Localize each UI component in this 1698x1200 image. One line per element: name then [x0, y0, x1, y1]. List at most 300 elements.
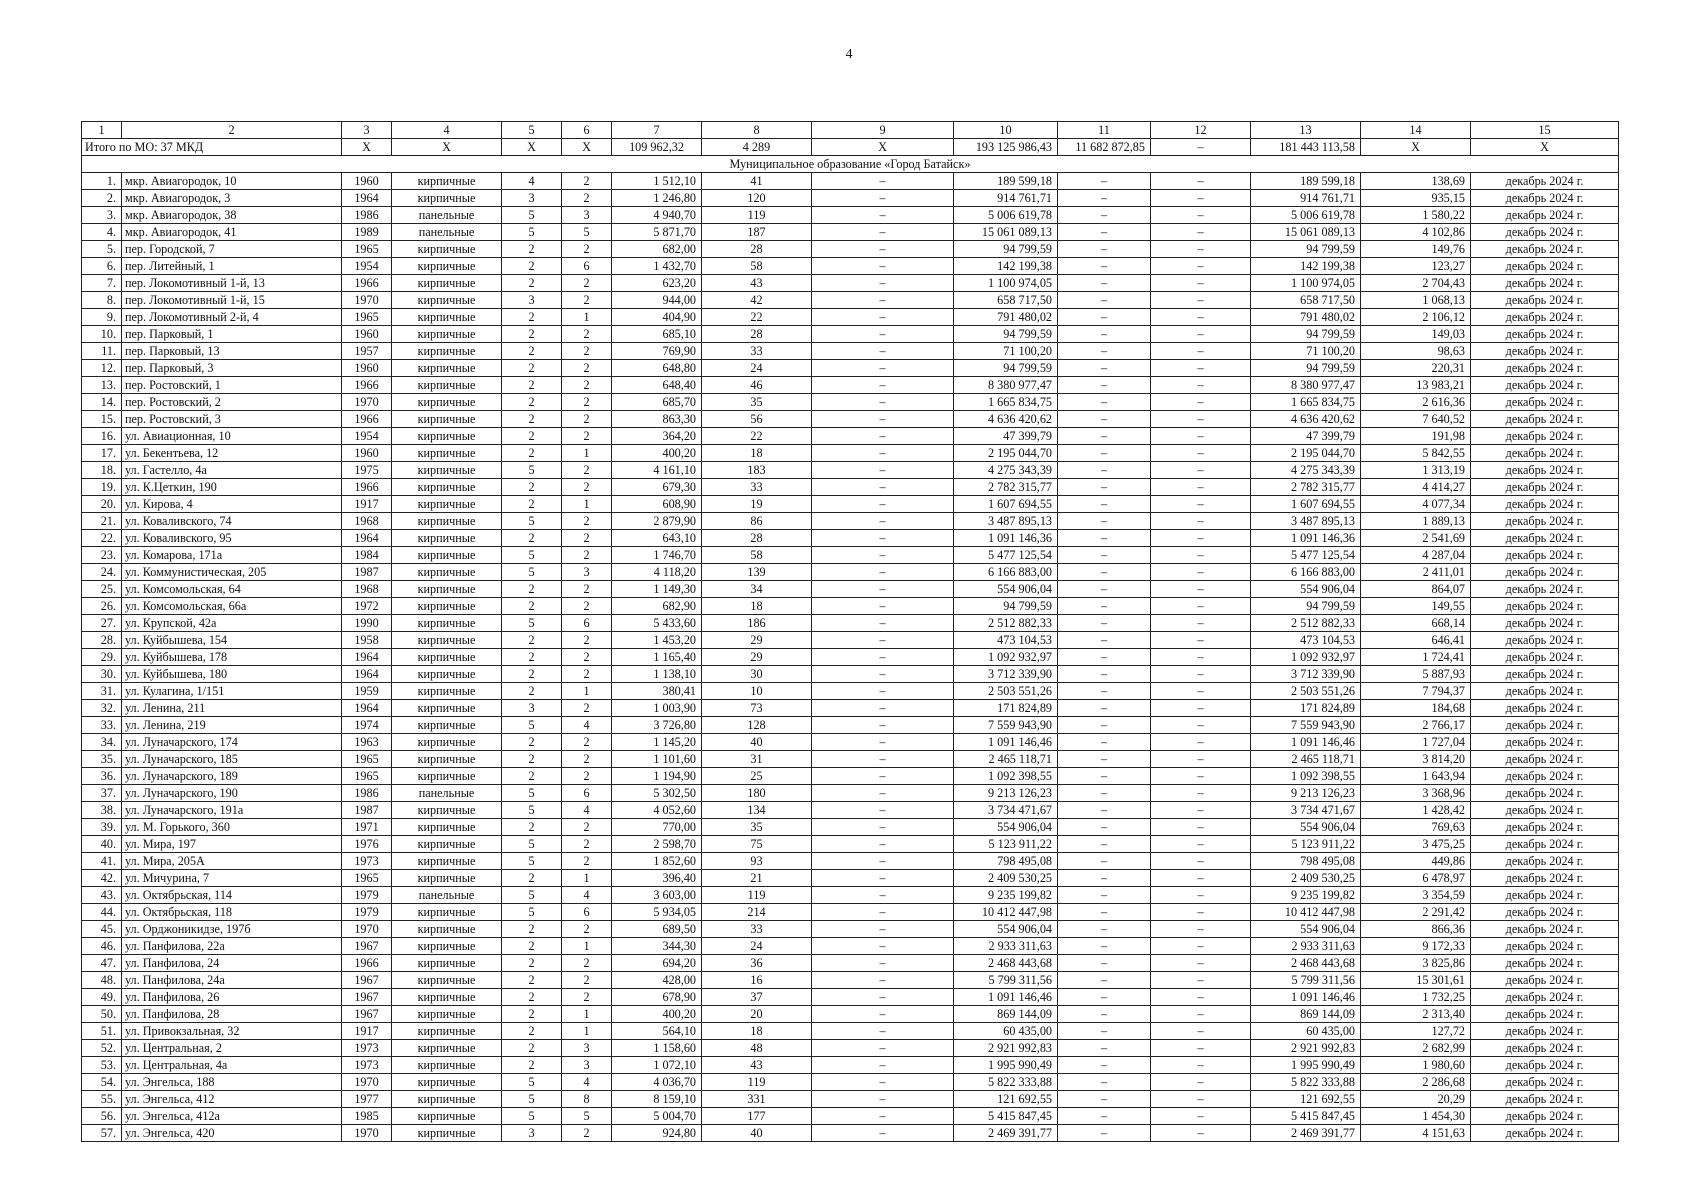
row-number: 24.	[82, 564, 122, 581]
floors: 2	[502, 921, 562, 938]
row-number: 21.	[82, 513, 122, 530]
dash-cell: –	[812, 411, 954, 428]
dash-cell: –	[1058, 343, 1151, 360]
wall-material: кирпичные	[392, 955, 502, 972]
residents: 36	[702, 955, 812, 972]
floors: 3	[502, 292, 562, 309]
unit-cost: 4 102,86	[1361, 224, 1471, 241]
repair-cost-other: 2 782 315,77	[1251, 479, 1361, 496]
address: ул. Комсомольская, 64	[122, 581, 342, 598]
address: ул. Мичурина, 7	[122, 870, 342, 887]
completion-term: декабрь 2024 г.	[1471, 513, 1619, 530]
dash-cell: –	[812, 819, 954, 836]
entrances: 2	[562, 428, 612, 445]
address: ул. Панфилова, 22а	[122, 938, 342, 955]
repair-cost-other: 1 995 990,49	[1251, 1057, 1361, 1074]
repair-cost-other: 1 091 146,46	[1251, 989, 1361, 1006]
dash-cell: –	[812, 683, 954, 700]
row-number: 55.	[82, 1091, 122, 1108]
total-area: 643,10	[612, 530, 702, 547]
entrances: 3	[562, 1040, 612, 1057]
table-row	[82, 360, 1619, 377]
dash-cell: –	[1058, 241, 1151, 258]
residents: 119	[702, 207, 812, 224]
table-row	[82, 649, 1619, 666]
unit-cost: 3 814,20	[1361, 751, 1471, 768]
wall-material: кирпичные	[392, 632, 502, 649]
total-area: 3 603,00	[612, 887, 702, 904]
wall-material: кирпичные	[392, 836, 502, 853]
residents: 186	[702, 615, 812, 632]
repair-cost: 1 665 834,75	[954, 394, 1058, 411]
table-row	[82, 581, 1619, 598]
completion-term: декабрь 2024 г.	[1471, 190, 1619, 207]
total-area: 109 962,32	[612, 139, 702, 156]
residents: 119	[702, 887, 812, 904]
dash-cell: –	[1058, 1091, 1151, 1108]
repair-cost: 2 503 551,26	[954, 683, 1058, 700]
floors: 2	[502, 938, 562, 955]
wall-material: кирпичные	[392, 513, 502, 530]
year-built: 1966	[342, 479, 392, 496]
dash-cell: –	[1058, 1040, 1151, 1057]
dash-cell: –	[1058, 904, 1151, 921]
unit-cost: 15 301,61	[1361, 972, 1471, 989]
completion-term: декабрь 2024 г.	[1471, 751, 1619, 768]
year-built: 1987	[342, 564, 392, 581]
floors: 5	[502, 785, 562, 802]
total-area: 1 138,10	[612, 666, 702, 683]
row-number: 34.	[82, 734, 122, 751]
completion-term: декабрь 2024 г.	[1471, 411, 1619, 428]
dash-cell: –	[1151, 938, 1251, 955]
row-number: 42.	[82, 870, 122, 887]
completion-term: декабрь 2024 г.	[1471, 853, 1619, 870]
repair-cost: 8 380 977,47	[954, 377, 1058, 394]
unit-cost: 2 313,40	[1361, 1006, 1471, 1023]
address: ул. Бекентьева, 12	[122, 445, 342, 462]
table-row	[82, 275, 1619, 292]
dash-cell: –	[812, 615, 954, 632]
column-number: 9	[812, 122, 954, 139]
entrances: 1	[562, 445, 612, 462]
entrances: 3	[562, 207, 612, 224]
floors: 2	[502, 360, 562, 377]
repair-cost-other: 121 692,55	[1251, 1091, 1361, 1108]
residents: 34	[702, 581, 812, 598]
completion-term: декабрь 2024 г.	[1471, 1057, 1619, 1074]
dash-cell: –	[812, 377, 954, 394]
completion-term: декабрь 2024 г.	[1471, 683, 1619, 700]
entrances: 2	[562, 394, 612, 411]
page-number: 4	[845, 47, 853, 62]
residents: 46	[702, 377, 812, 394]
dash-cell: –	[812, 445, 954, 462]
repair-cost: 189 599,18	[954, 173, 1058, 190]
wall-material: кирпичные	[392, 768, 502, 785]
table-row	[82, 394, 1619, 411]
year-built: 1967	[342, 938, 392, 955]
residents: 33	[702, 479, 812, 496]
year-built: 1970	[342, 394, 392, 411]
table-row	[82, 751, 1619, 768]
column-number: 1	[82, 122, 122, 139]
repair-cost-other: 94 799,59	[1251, 598, 1361, 615]
row-number: 48.	[82, 972, 122, 989]
entrances: 2	[562, 666, 612, 683]
residents: 120	[702, 190, 812, 207]
unit-cost: 138,69	[1361, 173, 1471, 190]
wall-material: кирпичные	[392, 309, 502, 326]
table-row	[82, 241, 1619, 258]
year-built: 1917	[342, 1023, 392, 1040]
wall-material: кирпичные	[392, 938, 502, 955]
table-row	[82, 666, 1619, 683]
dash-cell: –	[1058, 1108, 1151, 1125]
table-row	[82, 1108, 1619, 1125]
total-area: 1 432,70	[612, 258, 702, 275]
wall-material: кирпичные	[392, 989, 502, 1006]
table-row	[82, 853, 1619, 870]
unit-cost: 2 766,17	[1361, 717, 1471, 734]
floors: 2	[502, 428, 562, 445]
repair-cost-other: 3 712 339,90	[1251, 666, 1361, 683]
repair-cost: 6 166 883,00	[954, 564, 1058, 581]
repair-cost-other: 658 717,50	[1251, 292, 1361, 309]
wall-material: кирпичные	[392, 700, 502, 717]
table-row	[82, 513, 1619, 530]
floors: 2	[502, 683, 562, 700]
repair-cost-other: 554 906,04	[1251, 819, 1361, 836]
total-cost: 193 125 986,43	[954, 139, 1058, 156]
dash-cell: –	[812, 598, 954, 615]
table-row	[82, 258, 1619, 275]
year-built: 1964	[342, 530, 392, 547]
completion-term: декабрь 2024 г.	[1471, 292, 1619, 309]
total-area: 1 746,70	[612, 547, 702, 564]
unit-cost: 1 980,60	[1361, 1057, 1471, 1074]
table-row	[82, 326, 1619, 343]
floors: 5	[502, 887, 562, 904]
table-row	[82, 1074, 1619, 1091]
dash-cell: –	[1151, 581, 1251, 598]
table-row	[82, 224, 1619, 241]
completion-term: декабрь 2024 г.	[1471, 479, 1619, 496]
table-row	[82, 496, 1619, 513]
address: пер. Локомотивный 2-й, 4	[122, 309, 342, 326]
table-row	[82, 972, 1619, 989]
entrances: 3	[562, 564, 612, 581]
unit-cost: 769,63	[1361, 819, 1471, 836]
column-number: 12	[1151, 122, 1251, 139]
year-built: 1960	[342, 360, 392, 377]
unit-cost: 3 825,86	[1361, 955, 1471, 972]
unit-cost: 2 682,99	[1361, 1040, 1471, 1057]
residents: 331	[702, 1091, 812, 1108]
unit-cost: 3 354,59	[1361, 887, 1471, 904]
entrances: 6	[562, 258, 612, 275]
year-built: 1979	[342, 904, 392, 921]
floors: 5	[502, 904, 562, 921]
entrances: 2	[562, 326, 612, 343]
dash-cell: –	[1058, 802, 1151, 819]
entrances: 3	[562, 1057, 612, 1074]
floors: 2	[502, 1040, 562, 1057]
completion-term: декабрь 2024 г.	[1471, 428, 1619, 445]
row-number: 22.	[82, 530, 122, 547]
entrances: 2	[562, 700, 612, 717]
dash-cell: –	[812, 700, 954, 717]
total-cell: X	[502, 139, 562, 156]
entrances: 2	[562, 989, 612, 1006]
address: ул. Энгельса, 420	[122, 1125, 342, 1142]
floors: 2	[502, 870, 562, 887]
floors: 2	[502, 649, 562, 666]
table-row	[82, 462, 1619, 479]
repair-cost-other: 791 480,02	[1251, 309, 1361, 326]
dash-cell: –	[812, 1125, 954, 1142]
wall-material: кирпичные	[392, 972, 502, 989]
repair-cost: 5 006 619,78	[954, 207, 1058, 224]
table-row	[82, 683, 1619, 700]
residents: 35	[702, 819, 812, 836]
row-number: 2.	[82, 190, 122, 207]
residents: 56	[702, 411, 812, 428]
floors: 2	[502, 819, 562, 836]
row-number: 6.	[82, 258, 122, 275]
row-number: 8.	[82, 292, 122, 309]
repair-cost: 1 092 398,55	[954, 768, 1058, 785]
repair-cost: 554 906,04	[954, 581, 1058, 598]
unit-cost: 4 414,27	[1361, 479, 1471, 496]
unit-cost: 2 286,68	[1361, 1074, 1471, 1091]
residents: 30	[702, 666, 812, 683]
address: пер. Парковый, 1	[122, 326, 342, 343]
row-number: 15.	[82, 411, 122, 428]
dash-cell: –	[812, 853, 954, 870]
wall-material: кирпичные	[392, 1057, 502, 1074]
row-number: 12.	[82, 360, 122, 377]
floors: 2	[502, 1023, 562, 1040]
repair-cost-other: 3 487 895,13	[1251, 513, 1361, 530]
wall-material: кирпичные	[392, 615, 502, 632]
dash-cell: –	[1151, 802, 1251, 819]
address: ул. Луначарского, 174	[122, 734, 342, 751]
total-area: 4 940,70	[612, 207, 702, 224]
dash-cell: –	[812, 394, 954, 411]
completion-term: декабрь 2024 г.	[1471, 581, 1619, 598]
table-row	[82, 530, 1619, 547]
total-area: 694,20	[612, 955, 702, 972]
column-number: 15	[1471, 122, 1619, 139]
year-built: 1972	[342, 598, 392, 615]
year-built: 1984	[342, 547, 392, 564]
entrances: 2	[562, 547, 612, 564]
row-number: 4.	[82, 224, 122, 241]
dash-cell: –	[1151, 513, 1251, 530]
row-number: 36.	[82, 768, 122, 785]
entrances: 2	[562, 649, 612, 666]
completion-term: декабрь 2024 г.	[1471, 241, 1619, 258]
year-built: 1960	[342, 173, 392, 190]
floors: 2	[502, 530, 562, 547]
completion-term: декабрь 2024 г.	[1471, 173, 1619, 190]
column-number: 6	[562, 122, 612, 139]
dash-cell: –	[812, 241, 954, 258]
completion-term: декабрь 2024 г.	[1471, 326, 1619, 343]
residents: 214	[702, 904, 812, 921]
repair-cost-other: 798 495,08	[1251, 853, 1361, 870]
table-row	[82, 768, 1619, 785]
residents: 29	[702, 649, 812, 666]
unit-cost: 127,72	[1361, 1023, 1471, 1040]
wall-material: панельные	[392, 785, 502, 802]
dash-cell: –	[1058, 666, 1151, 683]
wall-material: кирпичные	[392, 598, 502, 615]
residents: 139	[702, 564, 812, 581]
repair-cost: 1 092 932,97	[954, 649, 1058, 666]
address: мкр. Авиагородок, 38	[122, 207, 342, 224]
repair-cost-other: 94 799,59	[1251, 241, 1361, 258]
total-area: 648,40	[612, 377, 702, 394]
completion-term: декабрь 2024 г.	[1471, 598, 1619, 615]
unit-cost: 449,86	[1361, 853, 1471, 870]
year-built: 1987	[342, 802, 392, 819]
total-area: 404,90	[612, 309, 702, 326]
entrances: 8	[562, 1091, 612, 1108]
residents: 10	[702, 683, 812, 700]
address: пер. Ростовский, 3	[122, 411, 342, 428]
unit-cost: 2 106,12	[1361, 309, 1471, 326]
wall-material: кирпичные	[392, 1074, 502, 1091]
completion-term: декабрь 2024 г.	[1471, 1023, 1619, 1040]
repair-cost: 5 123 911,22	[954, 836, 1058, 853]
unit-cost: 1 727,04	[1361, 734, 1471, 751]
row-number: 37.	[82, 785, 122, 802]
address: ул. К.Цеткин, 190	[122, 479, 342, 496]
floors: 2	[502, 411, 562, 428]
dash-cell: –	[1151, 343, 1251, 360]
residents: 128	[702, 717, 812, 734]
floors: 2	[502, 581, 562, 598]
address: ул. Центральная, 2	[122, 1040, 342, 1057]
unit-cost: 1 068,13	[1361, 292, 1471, 309]
completion-term: декабрь 2024 г.	[1471, 360, 1619, 377]
address: пер. Городской, 7	[122, 241, 342, 258]
total-area: 1 246,80	[612, 190, 702, 207]
dash-cell: –	[1151, 428, 1251, 445]
dash-cell: –	[1058, 683, 1151, 700]
dash-cell: –	[812, 887, 954, 904]
dash-cell: –	[812, 224, 954, 241]
repair-cost-other: 9 235 199,82	[1251, 887, 1361, 904]
completion-term: декабрь 2024 г.	[1471, 1040, 1619, 1057]
row-number: 20.	[82, 496, 122, 513]
residents: 19	[702, 496, 812, 513]
unit-cost: 668,14	[1361, 615, 1471, 632]
dash-cell: –	[1151, 479, 1251, 496]
total-area: 685,10	[612, 326, 702, 343]
table-row	[82, 836, 1619, 853]
entrances: 1	[562, 1006, 612, 1023]
completion-term: декабрь 2024 г.	[1471, 802, 1619, 819]
wall-material: кирпичные	[392, 853, 502, 870]
row-number: 41.	[82, 853, 122, 870]
floors: 2	[502, 632, 562, 649]
repair-cost: 2 469 391,77	[954, 1125, 1058, 1142]
total-area: 1 149,30	[612, 581, 702, 598]
dash-cell: –	[812, 955, 954, 972]
dash-cell: –	[1151, 768, 1251, 785]
completion-term: декабрь 2024 г.	[1471, 819, 1619, 836]
dash-cell: –	[1151, 1108, 1251, 1125]
entrances: 2	[562, 853, 612, 870]
address: ул. Панфилова, 24	[122, 955, 342, 972]
address: ул. Комсомольская, 66а	[122, 598, 342, 615]
dash-cell: –	[1058, 173, 1151, 190]
repair-cost-other: 473 104,53	[1251, 632, 1361, 649]
table-row	[82, 615, 1619, 632]
address: ул. Панфилова, 28	[122, 1006, 342, 1023]
dash-cell: –	[812, 717, 954, 734]
year-built: 1960	[342, 326, 392, 343]
row-number: 28.	[82, 632, 122, 649]
entrances: 2	[562, 836, 612, 853]
entrances: 2	[562, 768, 612, 785]
address: пер. Литейный, 1	[122, 258, 342, 275]
repair-cost: 2 933 311,63	[954, 938, 1058, 955]
dash-cell: –	[1151, 326, 1251, 343]
address: ул. Панфилова, 26	[122, 989, 342, 1006]
address: пер. Ростовский, 2	[122, 394, 342, 411]
dash-cell: –	[1058, 700, 1151, 717]
total-area: 4 118,20	[612, 564, 702, 581]
year-built: 1968	[342, 513, 392, 530]
dash-cell: –	[1151, 666, 1251, 683]
dash-cell: –	[1151, 649, 1251, 666]
repair-cost-other: 5 006 619,78	[1251, 207, 1361, 224]
dash-cell: –	[1151, 870, 1251, 887]
row-number: 39.	[82, 819, 122, 836]
dash-cell: –	[1151, 989, 1251, 1006]
dash-cell: –	[1151, 462, 1251, 479]
completion-term: декабрь 2024 г.	[1471, 700, 1619, 717]
row-number: 43.	[82, 887, 122, 904]
repair-cost-other: 4 636 420,62	[1251, 411, 1361, 428]
repair-cost-other: 1 092 398,55	[1251, 768, 1361, 785]
floors: 2	[502, 989, 562, 1006]
unit-cost: 149,76	[1361, 241, 1471, 258]
total-fund-cost: 11 682 872,85	[1058, 139, 1151, 156]
dash-cell: –	[1151, 921, 1251, 938]
residents: 20	[702, 1006, 812, 1023]
total-area: 679,30	[612, 479, 702, 496]
unit-cost: 935,15	[1361, 190, 1471, 207]
address: ул. Куйбышева, 178	[122, 649, 342, 666]
unit-cost: 864,07	[1361, 581, 1471, 598]
entrances: 2	[562, 972, 612, 989]
total-area: 863,30	[612, 411, 702, 428]
total-area: 944,00	[612, 292, 702, 309]
address: ул. Гастелло, 4а	[122, 462, 342, 479]
completion-term: декабрь 2024 г.	[1471, 1074, 1619, 1091]
table-row	[82, 938, 1619, 955]
repair-cost-other: 8 380 977,47	[1251, 377, 1361, 394]
total-area: 623,20	[612, 275, 702, 292]
registry-table	[81, 121, 1619, 1142]
column-number: 5	[502, 122, 562, 139]
floors: 3	[502, 700, 562, 717]
